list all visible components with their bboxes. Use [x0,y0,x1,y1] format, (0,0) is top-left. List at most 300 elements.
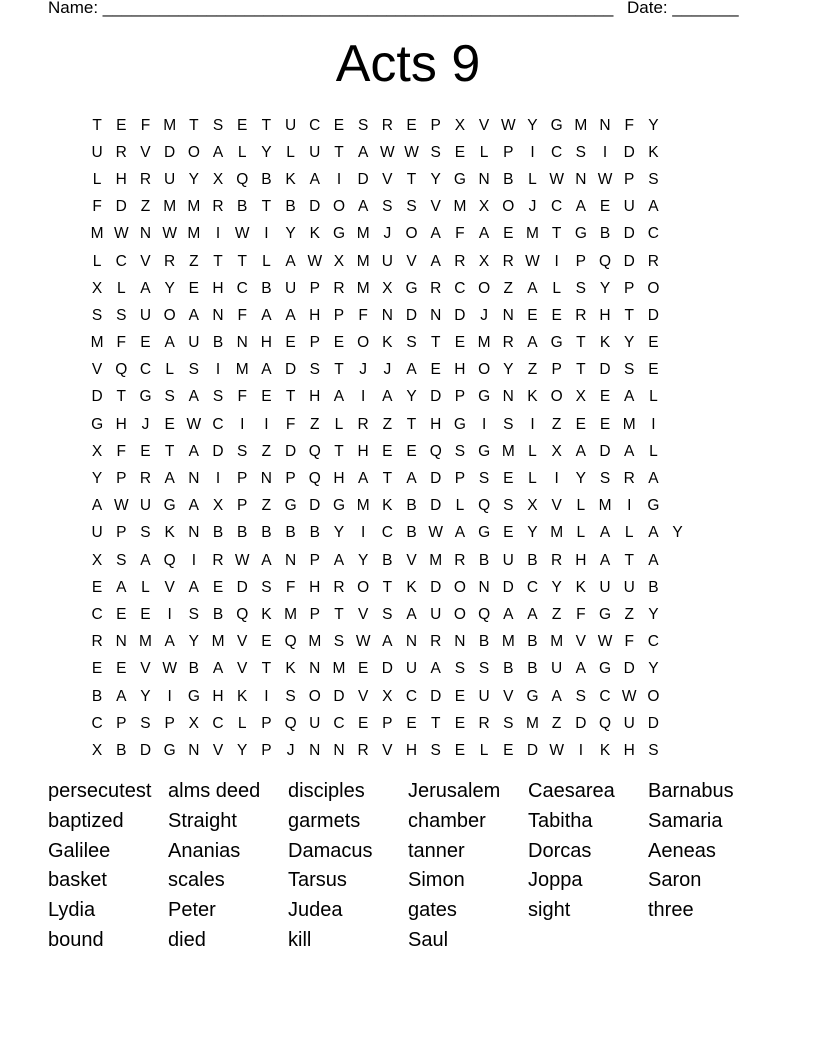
grid-letter: M [90,225,104,243]
grid-letter: A [140,279,151,297]
grid-letter: E [140,605,151,623]
grid-letter: C [91,714,103,732]
grid-letter: B [527,633,538,651]
grid-letter: D [599,442,611,460]
grid-letter: U [623,198,635,216]
grid-letter: I [627,497,632,515]
grid-letter: N [405,633,418,651]
grid-letter: B [406,497,417,515]
grid-letter: I [554,470,559,488]
grid-letter: F [285,415,296,433]
grid-letter: I [554,252,559,270]
grid-letter: G [453,170,466,188]
grid-letter: X [382,687,393,705]
grid-letter: D [647,306,659,324]
grid-row [85,166,690,193]
grid-letter: Y [188,633,200,651]
grid-letter: K [527,388,538,406]
grid-letter: E [551,306,562,324]
grid-letter: A [599,524,611,542]
grid-letter: I [167,687,172,705]
grid-letter: P [237,470,248,488]
grid-letter: J [383,225,392,243]
grid-letter: P [382,714,393,732]
grid-letter: Y [91,470,103,488]
grid-letter: A [212,660,224,678]
grid-letter: G [478,524,491,542]
worksheet-header [48,0,768,20]
grid-row [85,547,690,574]
grid-letter: U [599,578,611,596]
grid-letter: U [623,714,635,732]
grid-letter: L [92,170,102,188]
grid-letter: R [164,252,176,270]
word-bank-item: Judea [288,899,343,922]
grid-letter: W [380,143,395,161]
grid-letter: X [382,279,393,297]
grid-letter: N [139,225,152,243]
grid-row [85,248,690,275]
grid-letter: X [575,388,587,406]
grid-letter: D [526,741,539,759]
grid-letter: E [503,225,514,243]
grid-letter: L [479,741,489,759]
grid-letter: A [527,334,538,352]
grid-letter: F [576,605,586,623]
grid-row [85,275,690,302]
grid-letter: D [647,714,659,732]
grid-letter: W [113,225,129,243]
grid-letter: X [91,279,103,297]
grid-letter: Q [599,252,612,270]
grid-letter: E [406,442,417,460]
grid-letter: X [91,442,103,460]
grid-letter: D [333,687,345,705]
grid-letter: A [188,578,200,596]
grid-letter: C [551,143,563,161]
grid-letter: Y [599,279,611,297]
grid-letter: P [624,170,635,188]
grid-letter: G [526,687,539,705]
grid-letter: Z [527,361,538,379]
grid-letter: D [115,198,127,216]
grid-letter: B [527,551,538,569]
grid-letter: L [455,497,465,515]
grid-letter: R [623,470,635,488]
grid-letter: A [503,605,514,623]
grid-letter: P [116,470,127,488]
grid-letter: M [550,633,564,651]
grid-letter: S [575,143,587,161]
grid-letter: Q [284,714,297,732]
word-bank-item: Tarsus [288,869,347,892]
grid-row [85,411,690,438]
grid-letter: P [116,714,127,732]
grid-letter: R [333,279,345,297]
grid-letter: M [598,497,612,515]
grid-letter: L [262,252,271,270]
grid-letter: Y [188,170,200,188]
grid-row [85,438,690,465]
grid-letter: M [526,225,539,243]
grid-letter: U [309,143,321,161]
grid-letter: S [333,633,345,651]
grid-letter: T [576,334,586,352]
grid-letter: N [212,306,224,324]
grid-letter: F [140,116,151,134]
word-bank-item: three [648,899,694,922]
grid-letter: W [234,551,250,569]
grid-letter: B [406,524,417,542]
grid-letter: N [333,741,345,759]
grid-letter: S [212,116,224,134]
grid-letter: M [90,334,104,352]
grid-letter: S [599,470,611,488]
grid-letter: S [454,660,466,678]
grid-letter: E [357,714,369,732]
grid-letter: H [430,415,442,433]
grid-letter: E [454,741,466,759]
grid-letter: M [550,524,564,542]
grid-letter: R [454,252,466,270]
grid-letter: R [333,578,345,596]
grid-letter: T [576,361,586,379]
grid-letter: F [455,225,465,243]
grid-letter: Q [308,442,321,460]
grid-letter: U [430,605,442,623]
grid-letter: X [527,497,538,515]
grid-letter: T [334,442,344,460]
grid-letter: F [624,116,634,134]
grid-letter: D [91,388,103,406]
grid-letter: P [333,306,345,324]
grid-letter: R [115,143,127,161]
grid-letter: N [599,116,611,134]
grid-letter: A [333,388,345,406]
grid-letter: Q [163,551,176,569]
grid-letter: S [575,279,587,297]
grid-letter: M [187,198,201,216]
grid-letter: X [212,170,224,188]
grid-letter: M [622,415,636,433]
grid-letter: S [116,551,127,569]
grid-letter: G [647,497,660,515]
grid-letter: S [237,442,248,460]
grid-row [85,357,690,384]
grid-letter: I [481,415,487,433]
grid-letter: A [648,198,659,216]
grid-row [85,384,690,411]
grid-letter: I [361,524,366,542]
grid-letter: Y [430,170,441,188]
grid-letter: B [599,225,611,243]
grid-letter: H [309,388,321,406]
grid-letter: B [309,524,320,542]
grid-letter: B [648,578,659,596]
grid-letter: C [551,198,563,216]
grid-row [85,710,690,737]
grid-letter: B [261,170,272,188]
grid-letter: E [116,605,127,623]
grid-letter: O [453,578,466,596]
grid-letter: Q [284,633,297,651]
grid-letter: Z [551,415,562,433]
grid-letter: Y [357,551,369,569]
grid-letter: P [285,470,296,488]
grid-letter: B [188,660,200,678]
grid-letter: F [624,633,634,651]
word-bank-item: bound [48,928,104,951]
word-bank-item: alms deed [168,780,261,802]
grid-letter: Y [285,225,296,243]
grid-letter: R [91,633,103,651]
grid-letter: A [527,605,538,623]
grid-letter: P [309,605,320,623]
grid-letter: U [139,306,152,324]
grid-letter: E [599,415,611,433]
grid-letter: R [551,551,563,569]
grid-letter: Z [310,415,320,433]
grid-letter: B [212,524,224,542]
grid-letter: S [382,605,393,623]
grid-letter: A [406,470,417,488]
grid-letter: M [356,225,370,243]
grid-letter: A [599,551,611,569]
word-bank-item: Saron [648,869,702,892]
grid-letter: F [358,306,368,324]
grid-letter: L [649,442,658,460]
word-bank-item: garmets [288,809,361,832]
page-title: Acts 9 [335,35,481,93]
grid-letter: M [211,633,225,651]
grid-letter: A [406,361,417,379]
grid-letter: O [163,306,176,324]
grid-letter: A [164,470,175,488]
grid-letter: X [91,741,103,759]
grid-letter: I [530,415,535,433]
grid-letter: D [430,388,442,406]
grid-letter: E [599,388,611,406]
grid-letter: U [284,116,297,134]
grid-letter: S [430,143,441,161]
grid-letter: Z [551,605,562,623]
grid-letter: N [478,170,490,188]
grid-letter: T [406,170,417,188]
word-bank-item: Lydia [48,899,96,922]
grid-letter: U [309,714,321,732]
grid-letter: V [406,551,417,569]
grid-letter: Q [115,361,128,379]
grid-letter: B [212,334,224,352]
grid-letter: W [355,633,371,651]
grid-letter: A [624,442,635,460]
grid-letter: O [478,361,491,379]
word-bank-item: persecutest [48,780,152,802]
grid-letter: X [333,252,345,270]
grid-letter: P [430,116,441,134]
grid-letter: Z [551,714,562,732]
grid-letter: S [140,524,151,542]
grid-letter: N [309,741,321,759]
grid-letter: O [187,143,200,161]
grid-letter: Q [236,170,249,188]
grid-letter: N [188,741,200,759]
grid-letter: R [647,252,659,270]
grid-letter: S [503,415,514,433]
grid-letter: M [501,442,515,460]
grid-letter: K [261,605,272,623]
grid-letter: Y [261,143,272,161]
grid-letter: E [503,741,514,759]
grid-letter: E [454,143,466,161]
grid-letter: A [430,660,441,678]
grid-letter: P [551,361,562,379]
grid-letter: S [309,361,320,379]
grid-letter: O [308,687,321,705]
grid-letter: T [261,198,272,216]
grid-letter: B [478,551,490,569]
grid-row [85,656,690,683]
grid-letter: E [357,660,369,678]
grid-letter: H [623,741,635,759]
grid-letter: W [500,116,516,134]
grid-letter: L [116,279,126,297]
grid-letter: R [212,198,224,216]
grid-letter: S [261,578,272,596]
grid-letter: E [382,442,393,460]
grid-letter: O [332,198,345,216]
grid-letter: G [91,415,104,433]
grid-letter: A [382,388,393,406]
grid-letter: I [530,143,535,161]
grid-letter: E [116,660,127,678]
grid-letter: A [406,605,417,623]
word-bank-item: Saul [408,928,449,951]
grid-letter: Y [551,578,562,596]
grid-letter: G [405,279,418,297]
grid-letter: W [549,170,564,188]
grid-letter: K [648,143,659,161]
grid-letter: M [284,605,298,623]
grid-letter: D [381,660,393,678]
grid-letter: I [167,605,172,623]
grid-letter: J [528,198,537,216]
grid-letter: U [381,252,393,270]
grid-letter: Q [308,470,321,488]
grid-letter: H [212,687,224,705]
grid-letter: Y [503,361,514,379]
grid-letter: A [575,442,587,460]
grid-letter: I [215,225,221,243]
word-bank-item: gates [408,899,457,922]
grid-letter: H [309,306,321,324]
grid-letter: C [405,687,418,705]
grid-letter: I [264,225,269,243]
grid-letter: U [551,660,563,678]
word-bank-item: Tabitha [528,809,593,832]
grid-row [85,302,690,329]
grid-letter: S [91,306,103,324]
grid-letter: V [357,687,369,705]
grid-letter: A [648,524,659,542]
grid-letter: G [163,741,176,759]
grid-letter: A [188,442,200,460]
grid-letter: S [478,470,490,488]
grid-letter: I [578,741,583,759]
grid-letter: T [430,334,441,352]
grid-letter: A [357,143,369,161]
grid-letter: T [551,225,562,243]
grid-letter: M [308,633,322,651]
grid-letter: D [430,578,442,596]
grid-letter: P [575,252,587,270]
grid-letter: T [334,361,344,379]
word-bank-item: Barnabus [648,780,734,802]
grid-letter: A [648,470,659,488]
grid-letter: X [551,442,562,460]
grid-letter: V [357,605,369,623]
grid-letter: G [332,225,345,243]
grid-letter: K [406,578,417,596]
grid-letter: C [309,116,321,134]
grid-letter: Z [503,279,514,297]
grid-letter: Z [261,442,272,460]
grid-letter: V [164,578,175,596]
grid-letter: Y [164,279,175,297]
grid-letter: G [163,497,176,515]
grid-letter: M [187,225,201,243]
grid-letter: Y [527,116,538,134]
grid-letter: K [382,497,393,515]
grid-letter: E [406,116,417,134]
grid-row [85,465,690,492]
grid-letter: U [164,170,176,188]
grid-letter: G [453,415,466,433]
grid-letter: O [357,334,370,352]
grid-row [85,520,690,547]
grid-letter: A [648,551,659,569]
grid-letter: G [599,605,612,623]
grid-letter: R [502,252,514,270]
grid-letter: P [503,143,514,161]
word-bank-item: scales [168,869,225,892]
grid-letter: L [528,170,537,188]
word-bank-item: Dorcas [528,839,592,862]
grid-letter: D [430,470,442,488]
grid-letter: O [478,279,491,297]
word-bank-item: Peter [168,899,216,922]
grid-letter: M [139,633,152,651]
grid-letter: X [91,551,103,569]
grid-letter: E [575,415,587,433]
grid-letter: V [406,252,417,270]
grid-letter: B [212,605,224,623]
grid-letter: A [116,687,127,705]
grid-letter: J [141,415,150,433]
grid-letter: A [188,306,200,324]
grid-letter: B [382,551,393,569]
grid-letter: D [575,714,587,732]
grid-letter: G [332,497,345,515]
word-bank-item: disciples [288,780,365,802]
grid-letter: E [599,198,611,216]
grid-letter: L [649,388,658,406]
grid-letter: E [503,524,514,542]
grid-letter: T [334,605,344,623]
grid-letter: B [261,279,272,297]
grid-letter: S [454,442,466,460]
grid-letter: M [477,334,491,352]
